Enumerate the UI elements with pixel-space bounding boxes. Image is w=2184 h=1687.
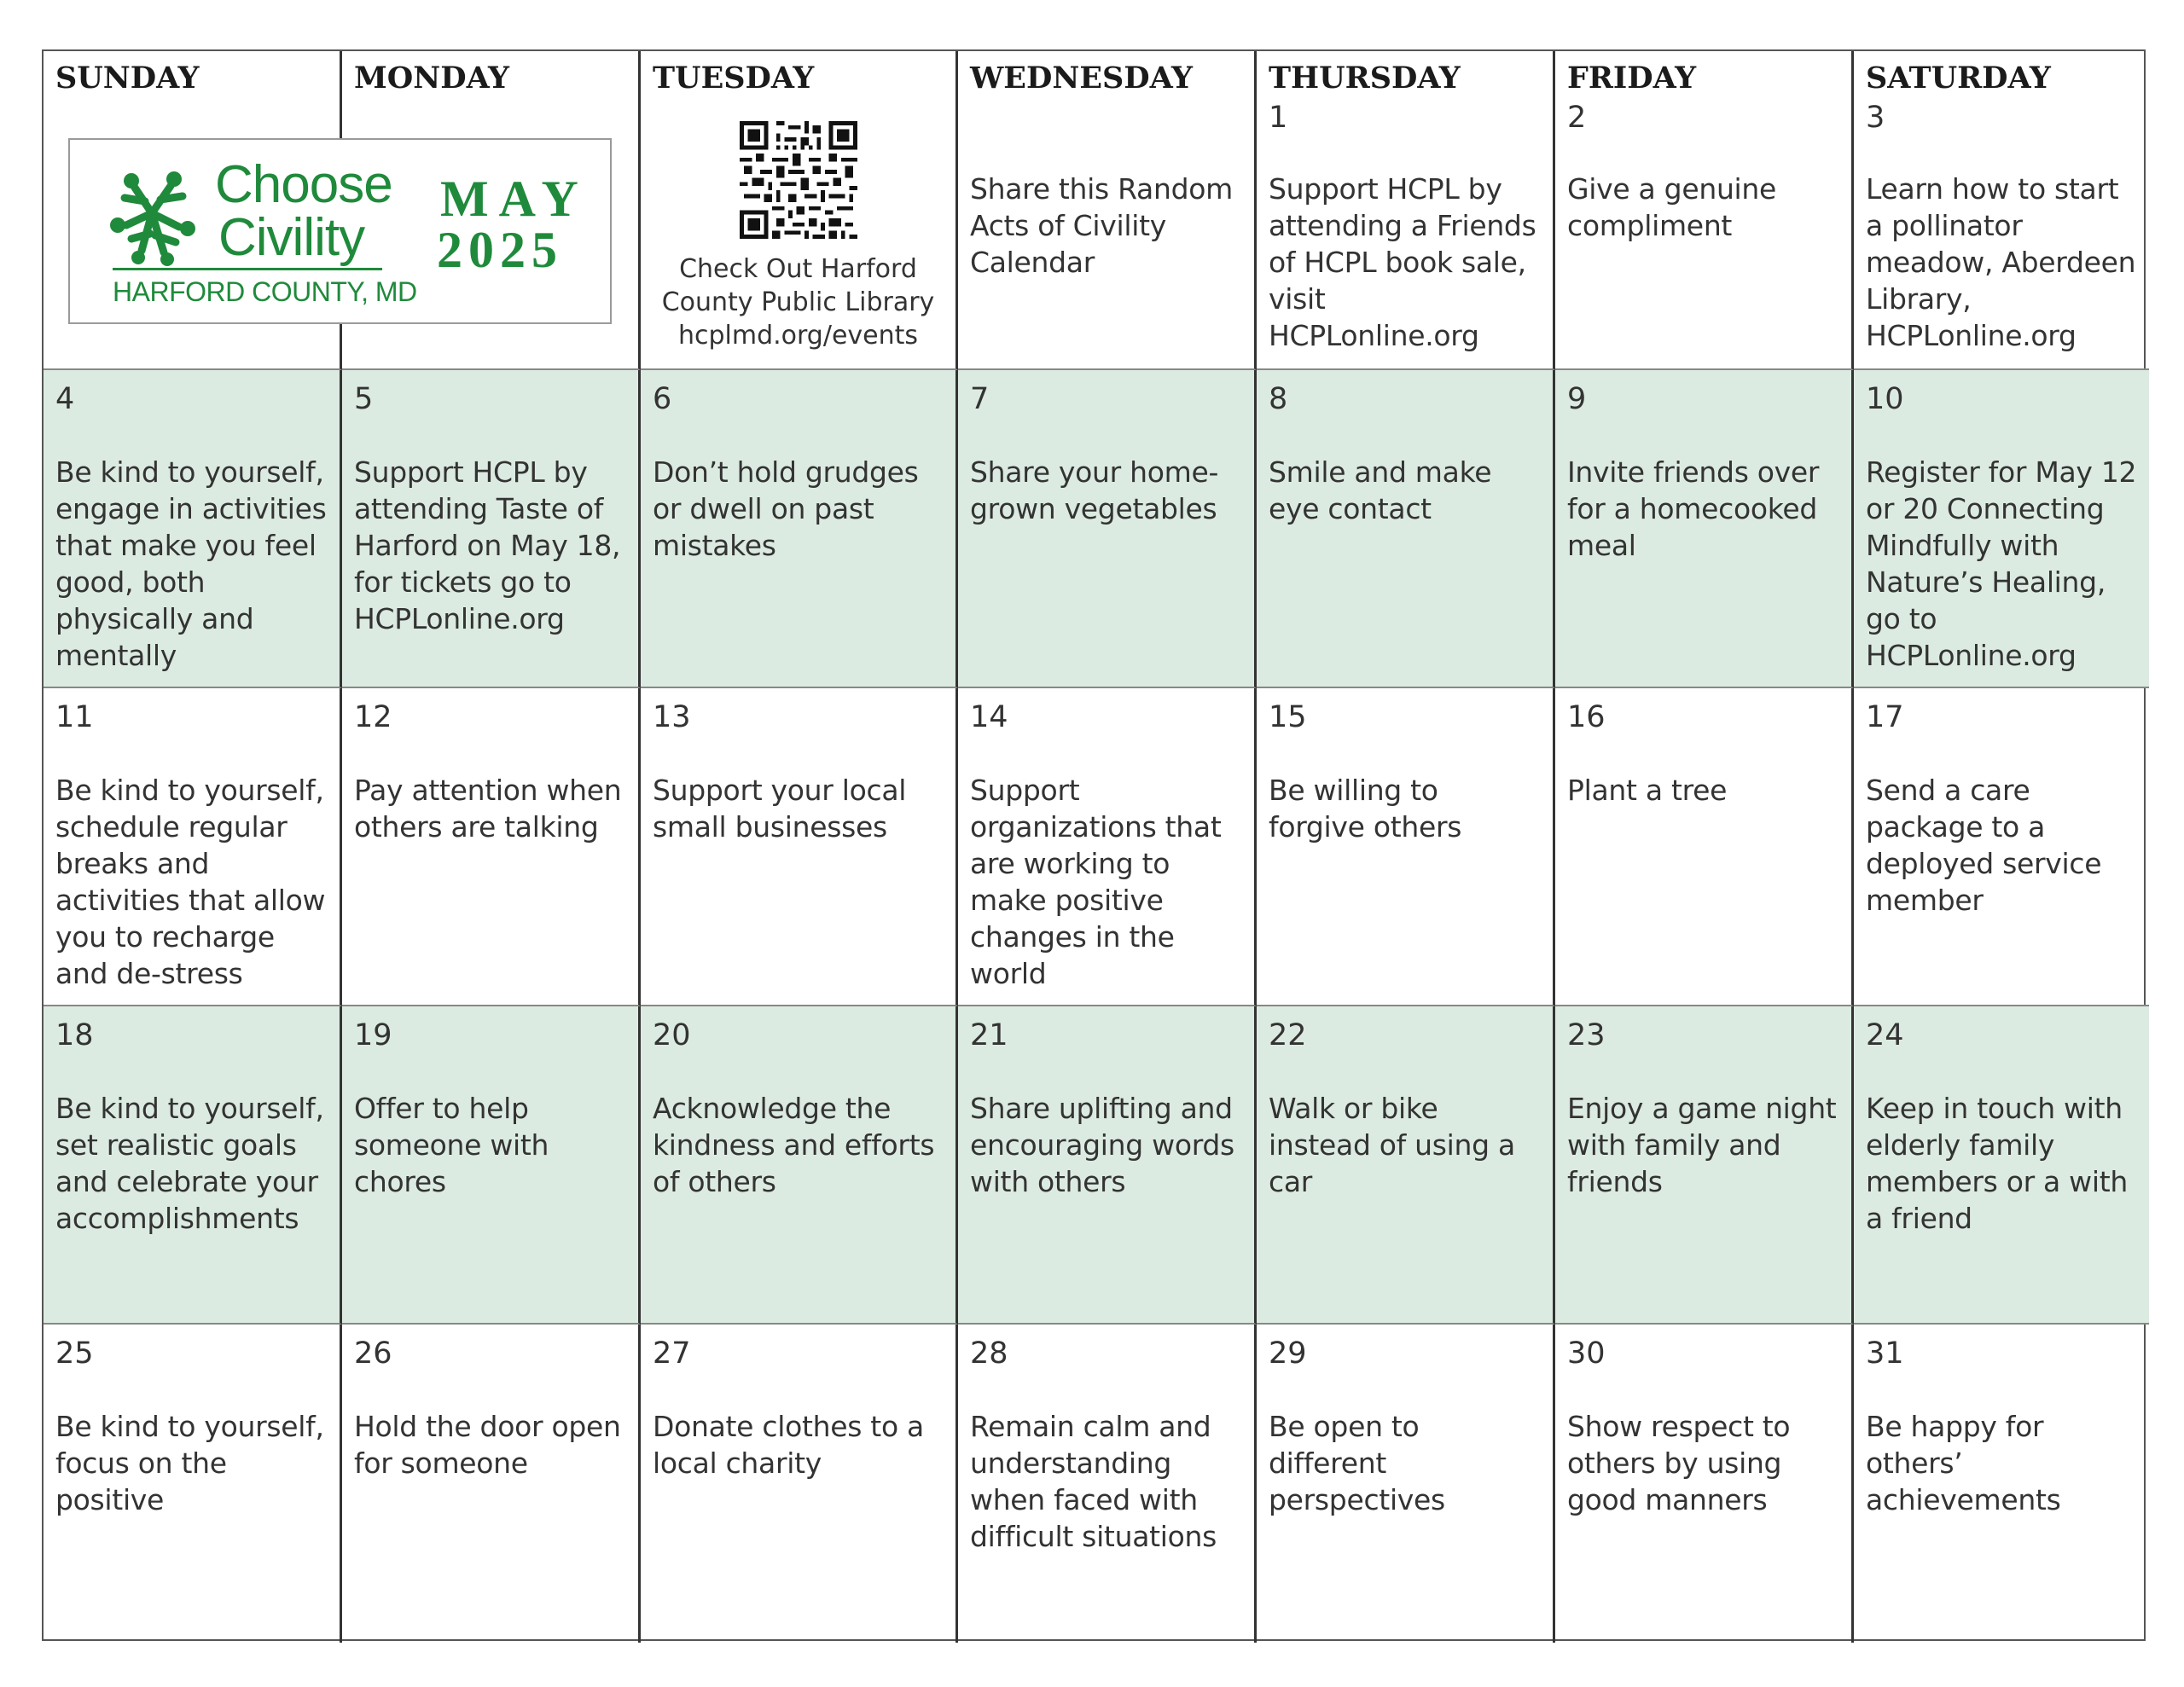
activity-text: Donate clothes to a local charity — [653, 1410, 924, 1480]
activity-text: Pay attention when others are talking — [354, 774, 622, 844]
activity-text: Support HCPL by attending Taste of Harford on May 18, for tickets go to HCPLonline.org — [354, 455, 621, 635]
date-number: 7 — [970, 382, 990, 416]
promo-link[interactable]: hcplmd.org/events — [677, 321, 919, 351]
date-number: 6 — [653, 382, 672, 416]
activity-text: Remain calm and understanding when faced with difficult situations — [970, 1410, 1217, 1553]
date-number: 12 — [354, 700, 392, 734]
cell-may-30 — [1555, 1325, 1854, 1643]
cell-may-21 — [958, 1006, 1257, 1325]
cell-may-24 — [1854, 1006, 2149, 1325]
calendar-year: 2025 — [437, 222, 563, 278]
qr-code-icon[interactable] — [740, 121, 857, 239]
activity-text: Hold the door open for someone — [354, 1410, 621, 1480]
cell-may-6 — [641, 370, 958, 688]
day-name-saturday: SATURDAY — [1866, 61, 2051, 96]
cell-may-19 — [342, 1006, 641, 1325]
cell-may-20 — [641, 1006, 958, 1325]
activity-text: Be happy for others’ achievements — [1866, 1410, 2061, 1516]
cell-may-18 — [44, 1006, 342, 1325]
cell-may-9 — [1555, 370, 1854, 688]
activity-text: Keep in touch with elderly family members or a with a friend — [1866, 1092, 2128, 1235]
cell-may-12 — [342, 688, 641, 1006]
day-name-thursday: THURSDAY — [1269, 61, 1461, 96]
activity-text: Support your local small businesses — [653, 774, 907, 844]
cell-may-28 — [958, 1325, 1257, 1643]
activity-text: Give a genuine compliment — [1567, 172, 1777, 242]
cell-tuesday-header — [641, 51, 958, 370]
activity-text: Register for May 12 or 20 Connecting Mindfully with Nature’s Healing, go to HCPLonline.org — [1866, 455, 2137, 672]
logo-county-text: HARFORD COUNTY, MD — [113, 276, 417, 307]
cell-may-16 — [1555, 688, 1854, 1006]
date-number: 20 — [653, 1018, 691, 1052]
date-number: 13 — [653, 700, 691, 734]
cell-may-26 — [342, 1325, 641, 1643]
cell-may-22 — [1257, 1006, 1555, 1325]
day-name-sunday: SUNDAY — [55, 61, 200, 96]
date-number: 16 — [1567, 700, 1606, 734]
day-name-wednesday: WEDNESDAY — [970, 61, 1194, 96]
date-number: 24 — [1866, 1018, 1904, 1052]
activity-text: Be kind to yourself, focus on the positive — [55, 1410, 324, 1516]
date-number: 23 — [1567, 1018, 1606, 1052]
date-number: 31 — [1866, 1336, 1904, 1371]
cell-may-2 — [1555, 51, 1854, 370]
choose-civility-logo-banner — [68, 138, 612, 324]
activity-text: Support HCPL by attending a Friends of HCPL book sale, visit HCPLonline.org — [1269, 172, 1536, 352]
cell-may-7 — [958, 370, 1257, 688]
promo-line-2: County Public Library — [661, 287, 935, 317]
date-number: 2 — [1567, 101, 1587, 135]
date-number: 19 — [354, 1018, 392, 1052]
cell-may-8 — [1257, 370, 1555, 688]
cell-may-29 — [1257, 1325, 1555, 1643]
day-name-tuesday: TUESDAY — [653, 61, 815, 96]
date-number: 15 — [1269, 700, 1307, 734]
activity-text: Send a care package to a deployed service member — [1866, 774, 2102, 917]
date-number: 26 — [354, 1336, 392, 1371]
date-number: 29 — [1269, 1336, 1307, 1371]
calendar-month: MAY — [440, 171, 589, 227]
activity-text: Be kind to yourself, set realistic goals and celebrate your accomplishments — [55, 1092, 324, 1235]
civility-people-icon — [101, 164, 203, 266]
promo-line-1: Check Out Harford — [679, 254, 917, 284]
cell-may-25 — [44, 1325, 342, 1643]
activity-text: Share this Random Acts of Civility Calendar — [970, 172, 1233, 279]
activity-text: Don’t hold grudges or dwell on past mistakes — [653, 455, 919, 562]
activity-text: Support organizations that are working to make positive changes in the world — [970, 774, 1222, 990]
activity-text: Acknowledge the kindness and efforts of others — [653, 1092, 935, 1198]
cell-may-4 — [44, 370, 342, 688]
logo-civility-text: Civility — [218, 208, 365, 267]
cell-may-27 — [641, 1325, 958, 1643]
activity-text: Plant a tree — [1567, 774, 1728, 807]
cell-may-23 — [1555, 1006, 1854, 1325]
logo-divider — [113, 268, 382, 270]
activity-text: Invite friends over for a homecooked meal — [1567, 455, 1820, 562]
cell-may-31 — [1854, 1325, 2149, 1643]
date-number: 11 — [55, 700, 94, 734]
cell-may-5 — [342, 370, 641, 688]
activity-text: Be open to different perspectives — [1269, 1410, 1445, 1516]
cell-wednesday-header — [958, 51, 1257, 370]
activity-text: Be kind to yourself, engage in activities that make you feel good, both physically and mentally — [55, 455, 327, 672]
day-name-friday: FRIDAY — [1567, 61, 1697, 96]
date-number: 27 — [653, 1336, 691, 1371]
cell-may-10 — [1854, 370, 2149, 688]
activity-text: Smile and make eye contact — [1269, 455, 1492, 525]
date-number: 25 — [55, 1336, 94, 1371]
cell-may-15 — [1257, 688, 1555, 1006]
date-number: 18 — [55, 1018, 94, 1052]
activity-text: Be willing to forgive others — [1269, 774, 1462, 844]
day-name-monday: MONDAY — [354, 61, 509, 96]
date-number: 10 — [1866, 382, 1904, 416]
date-number: 22 — [1269, 1018, 1307, 1052]
activity-text: Be kind to yourself, schedule regular breaks and activities that allow you to recharge and de-stress — [55, 774, 326, 990]
cell-may-17 — [1854, 688, 2149, 1006]
cell-may-1 — [1257, 51, 1555, 370]
activity-text: Show respect to others by using good manners — [1567, 1410, 1791, 1516]
activity-text: Enjoy a game night with family and friends — [1567, 1092, 1837, 1198]
date-number: 30 — [1567, 1336, 1606, 1371]
activity-text: Learn how to start a pollinator meadow, Aberdeen Library, HCPLonline.org — [1866, 172, 2136, 352]
date-number: 5 — [354, 382, 374, 416]
date-number: 8 — [1269, 382, 1288, 416]
date-number: 9 — [1567, 382, 1587, 416]
library-promo — [641, 252, 956, 352]
activity-text: Walk or bike instead of using a car — [1269, 1092, 1515, 1198]
date-number: 4 — [55, 382, 75, 416]
cell-may-13 — [641, 688, 958, 1006]
cell-may-11 — [44, 688, 342, 1006]
logo-choose-text: Choose — [215, 155, 392, 214]
qr-code-wrapper — [641, 121, 956, 248]
date-number: 17 — [1866, 700, 1904, 734]
cell-may-14 — [958, 688, 1257, 1006]
date-number: 21 — [970, 1018, 1008, 1052]
activity-text: Share your home-grown vegetables — [970, 455, 1219, 525]
activity-text: Share uplifting and encouraging words with others — [970, 1092, 1234, 1198]
activity-text: Offer to help someone with chores — [354, 1092, 549, 1198]
date-number: 3 — [1866, 101, 1885, 135]
date-number: 14 — [970, 700, 1008, 734]
date-number: 28 — [970, 1336, 1008, 1371]
cell-may-3 — [1854, 51, 2149, 370]
date-number: 1 — [1269, 101, 1288, 135]
